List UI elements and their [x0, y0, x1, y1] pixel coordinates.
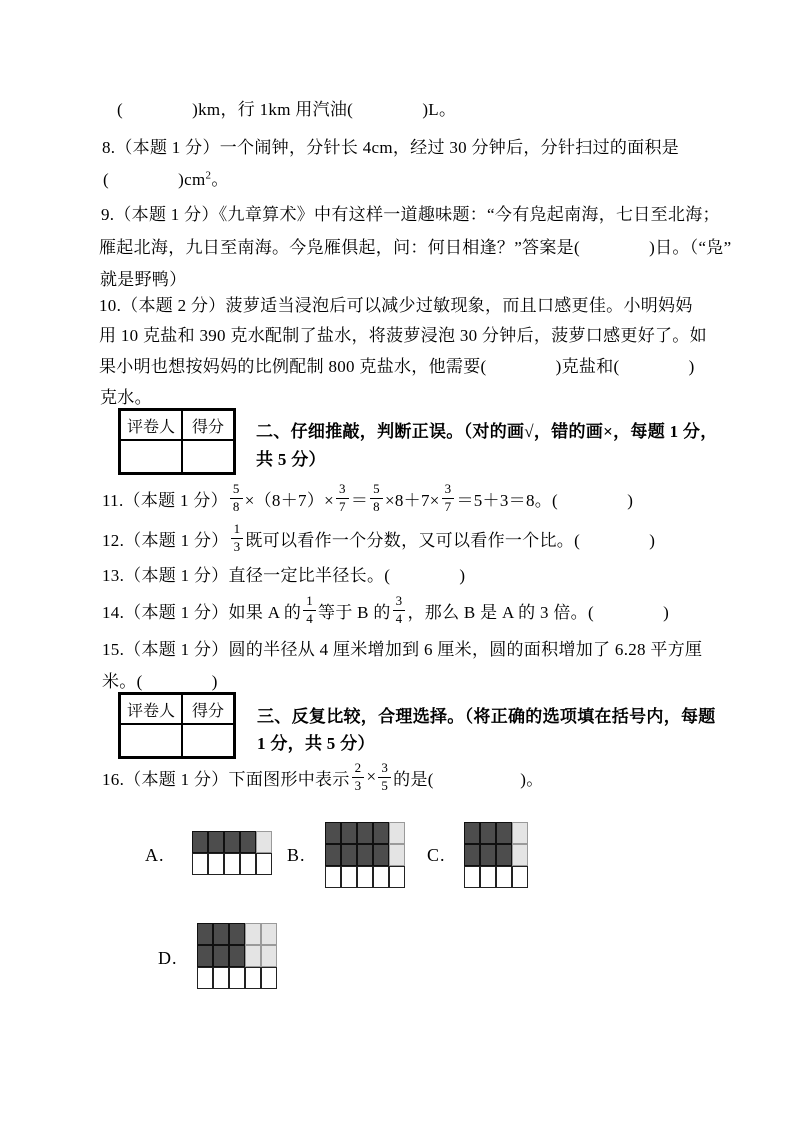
question-16-line	[102, 756, 544, 798]
q8-superscript: 2	[205, 169, 212, 182]
grid-cell-dark	[464, 822, 480, 844]
q11-prefix: 11.（本题 1 分）	[102, 490, 228, 510]
grid-cell-dark	[229, 945, 245, 967]
grid-cell-dark	[213, 923, 229, 945]
question-10-line-4: 克水。	[100, 388, 152, 407]
q11-frac3-numerator: 5	[373, 481, 380, 497]
grid-cell-light	[389, 822, 405, 844]
grid-cell-dark	[197, 923, 213, 945]
section-3-heading-line-2: 1 分，共 5 分）	[257, 734, 375, 753]
question-8-line-2	[103, 169, 229, 192]
grid-cell-dark	[325, 822, 341, 844]
q11-frac4-denominator: 7	[442, 498, 455, 514]
option-c-grid-figure	[464, 822, 528, 888]
grid-cell-dark	[480, 844, 496, 866]
grid-cell-dark	[240, 831, 256, 853]
score-table-blank-row	[120, 440, 234, 473]
grid-cell-white	[261, 967, 277, 989]
section-3-heading-line-1: 三、反复比较，合理选择。（将正确的选项填在括号内，每题	[257, 707, 716, 726]
grid-cell-dark	[373, 822, 389, 844]
q16-frac1-numerator: 2	[354, 760, 362, 776]
grid-cell-white	[256, 853, 272, 875]
q16-fraction-2	[378, 761, 391, 793]
grid-cell-light	[512, 822, 528, 844]
q14-frac1-denominator: 4	[303, 610, 316, 626]
q12-fraction	[231, 522, 244, 554]
grid-cell-dark	[496, 822, 512, 844]
grid-cell-dark	[357, 844, 373, 866]
q14-frac2-denominator: 4	[393, 610, 406, 626]
q11-text-3: ×8＋7×	[384, 490, 440, 510]
option-a-grid-figure	[192, 831, 272, 875]
q8-line-2-end: 。	[211, 170, 229, 189]
grid-cell-light	[261, 923, 277, 945]
grid-cell-light	[261, 945, 277, 967]
grader-blank-cell	[120, 440, 182, 473]
grader-header-cell: 评卷人	[120, 694, 182, 724]
grid-cell-white	[240, 853, 256, 875]
q11-text-4: ＝5＋3＝8。( )	[456, 490, 634, 510]
grid-cell-light	[245, 945, 261, 967]
grid-cell-white	[341, 866, 357, 888]
question-13-line: 13.（本题 1 分）直径一定比半径长。( )	[102, 566, 466, 585]
question-8-line-1: 8.（本题 1 分）一个闹钟，分针长 4cm，经过 30 分钟后，分针扫过的面积是	[102, 138, 680, 157]
grid-cell-white	[357, 866, 373, 888]
q11-fraction-3	[370, 482, 383, 514]
question-7-tail-line: ( )km，行 1km 用汽油( )L。	[117, 100, 457, 119]
grid-cell-dark	[325, 844, 341, 866]
question-14-line	[102, 589, 669, 631]
q8-answer-blank: ( )cm	[103, 170, 206, 189]
q11-text-2: ＝	[350, 490, 369, 510]
q11-fraction-4	[442, 482, 455, 514]
q11-frac1-numerator: 5	[232, 481, 240, 497]
grid-cell-dark	[373, 844, 389, 866]
q11-frac4-numerator: 3	[444, 481, 452, 497]
grid-cell-white	[208, 853, 224, 875]
question-9-line-3: 就是野鸭）	[100, 270, 187, 289]
question-12-line	[102, 517, 655, 559]
grid-cell-white	[512, 866, 528, 888]
grid-cell-dark	[480, 822, 496, 844]
q14-fraction-1	[303, 594, 316, 626]
grid-cell-white	[389, 866, 405, 888]
grid-cell-dark	[357, 822, 373, 844]
q16-fraction-1	[352, 761, 365, 793]
question-10-line-1: 10.（本题 2 分）菠萝适当浸泡后可以减少过敏现象，而且口感更佳。小明妈妈	[99, 296, 693, 315]
q16-frac2-denominator: 5	[378, 777, 391, 793]
grid-cell-white	[192, 853, 208, 875]
q12-frac-denominator: 3	[231, 538, 244, 554]
q16-mid: ×	[366, 767, 377, 786]
q11-fraction-2	[336, 482, 349, 514]
grid-cell-dark	[341, 844, 357, 866]
grid-cell-light	[389, 844, 405, 866]
option-b-label: B.	[287, 845, 306, 865]
grid-cell-white	[496, 866, 512, 888]
score-table-section3	[118, 692, 236, 759]
score-table-header-row	[120, 410, 234, 440]
q14-fraction-2	[393, 594, 406, 626]
grid-cell-dark	[192, 831, 208, 853]
q14-suffix: ，那么 B 是 A 的 3 倍。( )	[407, 602, 670, 622]
grid-cell-white	[213, 967, 229, 989]
score-blank-cell	[182, 724, 234, 757]
score-header-cell: 得分	[182, 694, 234, 724]
grid-cell-dark	[229, 923, 245, 945]
score-blank-cell	[182, 440, 234, 473]
q16-frac1-denominator: 3	[352, 777, 365, 793]
question-15-line-2: 米。( )	[102, 672, 218, 691]
q12-frac-numerator: 1	[233, 521, 241, 537]
q12-prefix: 12.（本题 1 分）	[102, 530, 229, 550]
grid-cell-dark	[208, 831, 224, 853]
score-header-cell: 得分	[182, 410, 234, 440]
option-c-label: C.	[427, 845, 446, 865]
grid-cell-dark	[197, 945, 213, 967]
q11-frac1-denominator: 8	[230, 498, 243, 514]
question-9-line-2: 雁起北海，九日至南海。今凫雁俱起，问：何日相逢？”答案是( )日。（“凫”	[99, 238, 732, 257]
grid-cell-dark	[224, 831, 240, 853]
q16-prefix: 16.（本题 1 分）下面图形中表示	[102, 769, 350, 789]
grader-blank-cell	[120, 724, 182, 757]
grid-cell-white	[464, 866, 480, 888]
score-table-header-row	[120, 694, 234, 724]
grid-cell-white	[325, 866, 341, 888]
grid-cell-light	[245, 923, 261, 945]
q14-frac2-numerator: 3	[395, 593, 403, 609]
q16-frac2-numerator: 3	[381, 760, 389, 776]
section-2-heading-line-2: 共 5 分）	[256, 450, 326, 469]
q11-fraction-1	[230, 482, 243, 514]
question-11-line	[102, 477, 633, 519]
q14-frac1-numerator: 1	[306, 593, 314, 609]
option-d-grid-figure	[197, 923, 277, 989]
grid-cell-white	[229, 967, 245, 989]
grid-cell-white	[197, 967, 213, 989]
q11-text-1: ×（8＋7）×	[244, 490, 335, 510]
question-15-line-1: 15.（本题 1 分）圆的半径从 4 厘米增加到 6 厘米，圆的面积增加了 6.28 平方厘	[102, 640, 703, 659]
section-2-heading-line-1: 二、仔细推敲，判断正误。（对的画√，错的画×，每题 1 分，	[256, 422, 718, 441]
grid-cell-dark	[496, 844, 512, 866]
question-9-line-1: 9.（本题 1 分）《九章算术》中有这样一道趣味题：“今有凫起南海，七日至北海；	[101, 205, 720, 224]
grid-cell-white	[480, 866, 496, 888]
q14-mid: 等于 B 的	[318, 602, 391, 622]
q12-suffix: 既可以看作一个分数，又可以看作一个比。( )	[245, 530, 656, 550]
grid-cell-white	[224, 853, 240, 875]
score-table-blank-row	[120, 724, 234, 757]
grid-cell-white	[245, 967, 261, 989]
q11-frac3-denominator: 8	[370, 498, 383, 514]
grader-header-cell: 评卷人	[120, 410, 182, 440]
q11-frac2-denominator: 7	[336, 498, 349, 514]
grid-cell-light	[256, 831, 272, 853]
q14-prefix: 14.（本题 1 分）如果 A 的	[102, 602, 302, 622]
score-table-section2	[118, 408, 236, 475]
q16-suffix: 的是( )。	[393, 769, 544, 789]
question-10-line-3: 果小明也想按妈妈的比例配制 800 克盐水，他需要( )克盐和( )	[99, 357, 695, 376]
q11-frac2-numerator: 3	[339, 481, 346, 497]
option-a-label: A.	[145, 845, 165, 865]
grid-cell-light	[512, 844, 528, 866]
option-b-grid-figure	[325, 822, 405, 888]
question-10-line-2: 用 10 克盐和 390 克水配制了盐水，将菠萝浸泡 30 分钟后，菠萝口感更好了。如	[99, 326, 707, 345]
grid-cell-white	[373, 866, 389, 888]
grid-cell-dark	[464, 844, 480, 866]
option-d-label: D.	[158, 948, 178, 968]
grid-cell-dark	[341, 822, 357, 844]
grid-cell-dark	[213, 945, 229, 967]
